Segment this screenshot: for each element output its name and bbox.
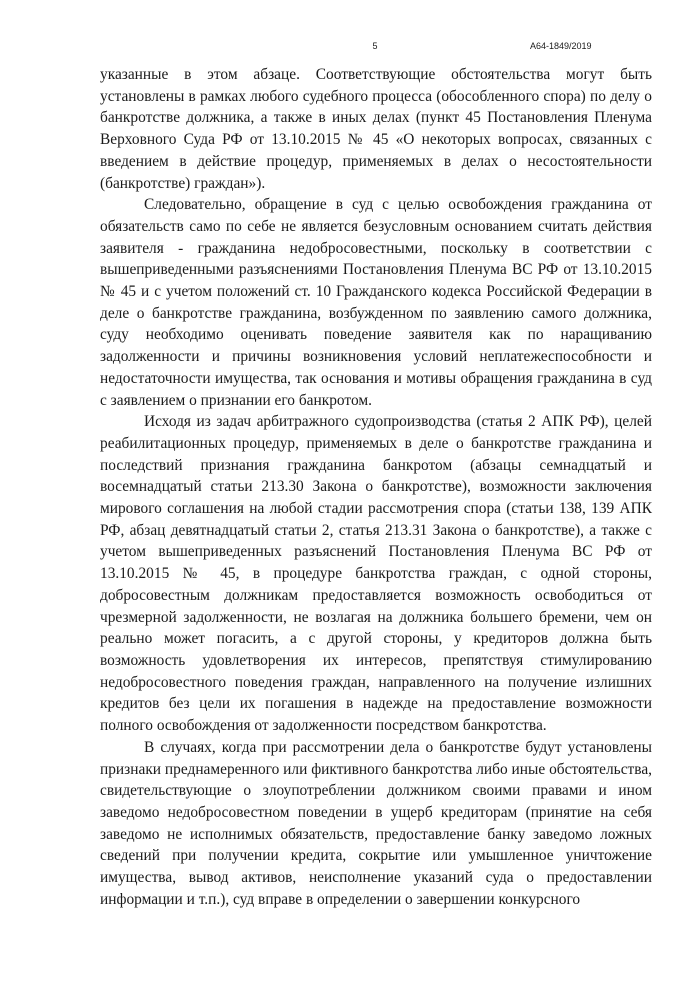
paragraph-proceeding-from: Исходя из задач арбитражного судопроизводства (статья 2 АПК РФ), целей реабилитационных процедур, применяемых в деле о банкротстве гражданина и последствий признания гражданина банкротом (абзацы семнадцатый и восемнадцатый статьи 213.30 Закона о банкротстве), возможности заключения мирового соглашения на любой стадии рассмотрения спора (статьи 138, 139 АПК РФ, абзац девятнадцатый статьи 2, статья 213.31 Закона о банкротстве), а также с учетом вышеприведенных разъяснений Постановления Пленума ВС РФ от 13.10.2015 № 45, в процедуре банкротства граждан, с одной стороны, добросовестным должникам предоставляется возможность освободиться от чрезмерной задолженности, не возлагая на должника большего бремени, чем он реально может погасить, а с другой стороны, у кредиторов должна быть возможность удовлетворения их интересов, препятствуя стимулированию недобросовестного поведения граждан, направленного на получение излишних кредитов без цели их погашения в надежде на предоставление возможности полного освобождения от задолженности посредством банкротства. (100, 413, 652, 735)
page-number: 5 (372, 41, 378, 51)
paragraph-in-cases: В случаях, когда при рассмотрении дела о банкротстве будут установлены признаки преднамеренного или фиктивного банкротства либо иные обстоятельства, свидетельствующие о злоупотреблении должником своими правами и ином заведомо недобросовестном поведении в ущерб кредиторам (принятие на себя заведомо не исполнимых обязательств, предоставление банку заведомо ложных сведений при получении кредита, сокрытие или умышленное уничтожение имущества, вывод активов, неисполнение указаний суда о предоставлении информации и т.п.), суд вправе в определении о завершении конкурсного (100, 738, 652, 908)
paragraph-consequently: Следовательно, обращение в суд с целью освобождения гражданина от обязательств само по себе не является безусловным основанием считать действия заявителя - гражданина недобросовестными, поскольку в соответствии с вышеприведенными разъяснениями Постановления Пленума ВС РФ от 13.10.2015 № 45 и с учетом положений ст. 10 Гражданского кодекса Российской Федерации в деле о банкротстве гражданина, возбужденном по заявлению самого должника, суду необходимо оценивать поведение заявителя как по наращиванию задолженности и причины возникновения условий неплатежеспособности и недостаточности имущества, так основания и мотивы обращения гражданина в суд с заявлением о признании его банкротом. (100, 196, 652, 409)
document-body (100, 64, 652, 910)
case-number: А64-1849/2019 (530, 41, 592, 51)
paragraph-continuation: указанные в этом абзаце. Соответствующие обстоятельства могут быть установлены в рамках любого судебного процесса (обособленного спора) по делу о банкротстве должника, а также в иных делах (пункт 45 Постановления Пленума Верховного Суда РФ от 13.10.2015 № 45 «О некоторых вопросах, связанных с введением в действие процедур, применяемых в делах о несостоятельности (банкротстве) граждан»). (100, 66, 652, 192)
